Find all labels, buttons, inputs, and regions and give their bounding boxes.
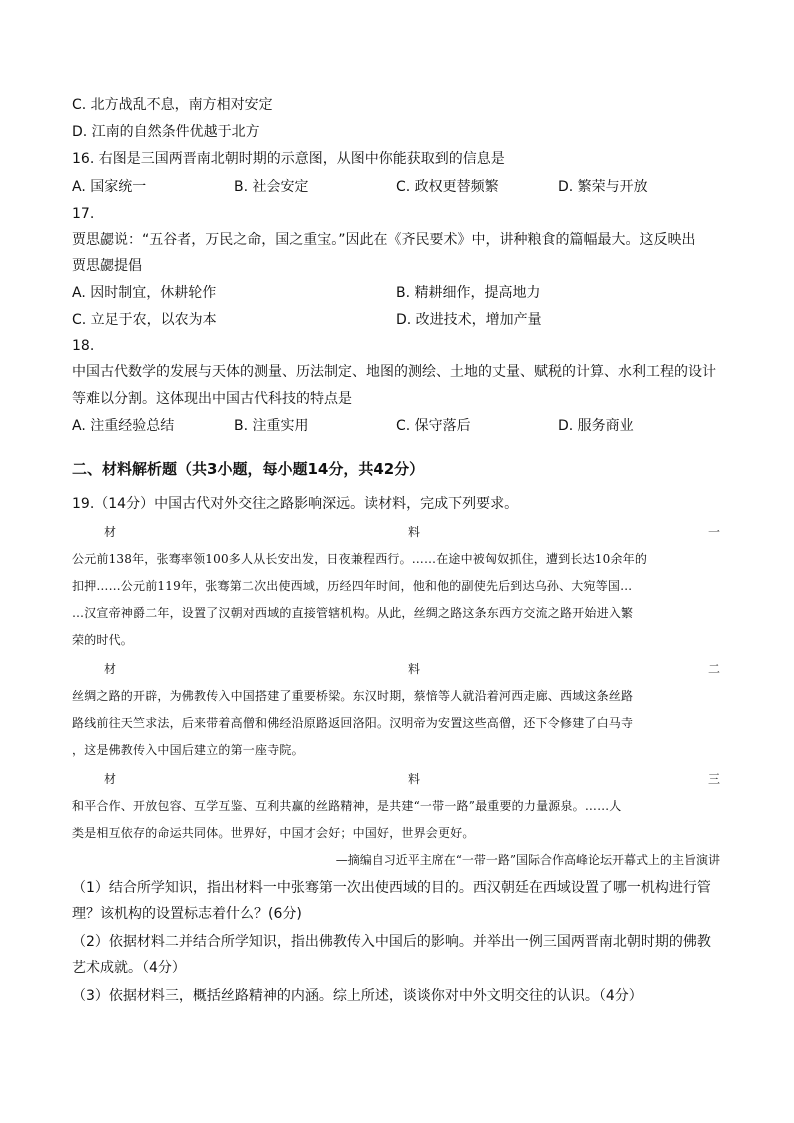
q18-stem-line2: 等难以分割。这体现出中国古代科技的特点是	[72, 391, 352, 407]
q18-option-b: B. 注重实用	[234, 418, 309, 434]
q15-option-d: D. 江南的自然条件优越于北方	[72, 124, 260, 140]
material-1-heading-char: 材	[104, 525, 117, 539]
material-3-heading-char: 料	[408, 772, 421, 786]
q17-option-d: D. 改进技术，增加产量	[396, 312, 542, 328]
q17-stem-line1: 贾思勰说：“五谷者，万民之命，国之重宝。”因此在《齐民要术》中，讲种粮食的篇幅最大。这反映出	[72, 232, 696, 248]
material-2-heading-char: 料	[408, 662, 421, 676]
q18-option-c: C. 保守落后	[396, 418, 471, 434]
material-1-line: 荣的时代。	[72, 633, 134, 647]
q19-sub1-line1: （1）结合所学知识，指出材料一中张骞第一次出使西域的目的。西汉朝廷在西域设置了哪一机构进行管	[72, 880, 711, 896]
q16-option-a: A. 国家统一	[72, 179, 147, 195]
q19-sub1-line2: 理？该机构的设置标志着什么？(6分)	[72, 906, 302, 922]
material-2-heading-char: 二	[708, 662, 721, 676]
material-3-source: —摘编自习近平主席在“一带一路”国际合作高峰论坛开幕式上的主旨演讲	[335, 853, 720, 867]
q17-option-c: C. 立足于农，以农为本	[72, 312, 217, 328]
material-2-line: 丝绸之路的开辟，为佛教传入中国搭建了重要桥梁。东汉时期，蔡愔等人就沿着河西走廊、西域这条丝路	[72, 689, 634, 703]
material-3-line: 和平合作、开放包容、互学互鉴、互利共赢的丝路精神，是共建“一带一路”最重要的力量源泉。……人	[72, 799, 622, 813]
q16-option-d: D. 繁荣与开放	[558, 179, 648, 195]
material-3-line: 类是相互依存的命运共同体。世界好，中国才会好；中国好，世界会更好。	[72, 826, 475, 840]
q16-option-b: B. 社会安定	[234, 179, 309, 195]
material-1-heading-char: 一	[708, 525, 721, 539]
q18-stem-line1: 中国古代数学的发展与天体的测量、历法制定、地图的测绘、土地的丈量、赋税的计算、水利工程的设计	[72, 364, 716, 380]
material-1-line: 扣押……公元前119年，张骞第二次出使西域，历经四年时间，他和他的副使先后到达乌孙、大宛等国…	[72, 579, 633, 593]
q17-number: 17.	[72, 206, 95, 222]
q16-stem: 16. 右图是三国两晋南北朝时期的示意图，从图中你能获取到的信息是	[72, 151, 505, 167]
q18-option-a: A. 注重经验总结	[72, 418, 175, 434]
q15-option-c: C. 北方战乱不息，南方相对安定	[72, 97, 273, 113]
q17-stem-line2: 贾思勰提倡	[72, 258, 142, 274]
q16-option-c: C. 政权更替频繁	[396, 179, 499, 195]
material-3-heading-char: 材	[104, 772, 117, 786]
material-1-line: 公元前138年，张骞率领100多人从长安出发，日夜兼程西行。……在途中被匈奴抓住，遭到长达10余年的	[72, 552, 648, 566]
q17-option-a: A. 因时制宜，休耕轮作	[72, 285, 217, 301]
q18-number: 18.	[72, 338, 95, 354]
material-1-heading-char: 料	[408, 525, 421, 539]
section-2-heading: 二、材料解析题（共3小题，每小题14分，共42分）	[72, 460, 425, 478]
material-2-line: 路线前往天竺求法，后来带着高僧和佛经沿原路返回洛阳。汉明帝为安置这些高僧，还下令修建了白马寺	[72, 716, 634, 730]
material-1-line: …汉宣帝神爵二年，设置了汉朝对西域的直接管辖机构。从此，丝绸之路这条东西方交流之路开始进入繁	[72, 606, 634, 620]
material-2-heading-char: 材	[104, 662, 117, 676]
q19-sub2-line1: （2）依据材料二并结合所学知识，指出佛教传入中国后的影响。并举出一例三国两晋南北朝时期的佛教	[72, 934, 711, 950]
q17-option-b: B. 精耕细作，提高地力	[396, 285, 541, 301]
q19-sub3: （3）依据材料三，概括丝路精神的内涵。综上所述，谈谈你对中外文明交往的认识。（4分）	[72, 988, 643, 1004]
q18-option-d: D. 服务商业	[558, 418, 634, 434]
q19-sub2-line2: 艺术成就。（4分）	[72, 960, 186, 976]
q19-stem: 19.（14分）中国古代对外交往之路影响深远。读材料，完成下列要求。	[72, 496, 519, 512]
material-2-line: ，这是佛教传入中国后建立的第一座寺院。	[72, 743, 304, 757]
material-3-heading-char: 三	[708, 772, 721, 786]
